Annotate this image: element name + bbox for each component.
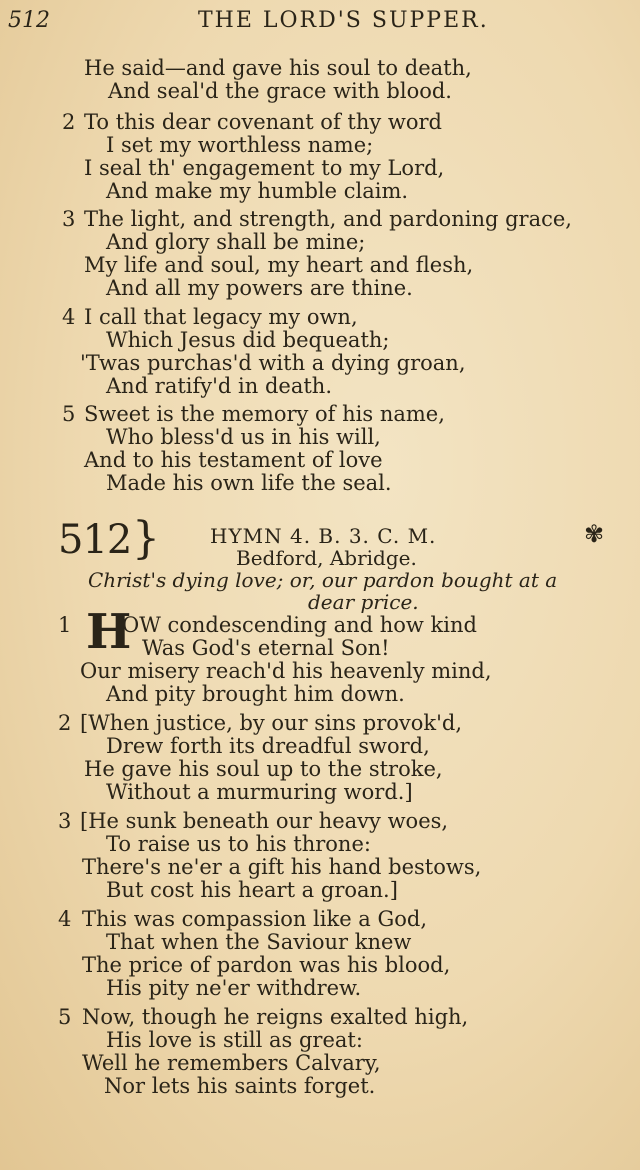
verse-number: 2 — [62, 110, 76, 134]
verse-line: His love is still as great: — [106, 1028, 363, 1052]
verse-line: And pity brought him down. — [106, 682, 405, 706]
verse-line: The price of pardon was his blood, — [82, 953, 451, 977]
hymn-subtitle: Christ's dying love; or, our pardon bought at a — [88, 568, 558, 592]
verse-line: I call that legacy my own, — [84, 305, 358, 329]
drop-cap: H — [86, 604, 132, 660]
verse-line: [He sunk beneath our heavy woes, — [80, 809, 449, 833]
verse-line: He gave his soul up to the stroke, — [84, 757, 443, 781]
verse-number: 3 — [62, 207, 76, 231]
verse-number: 5 — [58, 1005, 72, 1029]
hymn-subtitle: dear price. — [308, 590, 419, 614]
hymn-heading: HYMN 4. B. 3. C. M. — [210, 524, 437, 548]
verse-number: 2 — [58, 711, 72, 735]
verse-line: And make my humble claim. — [106, 179, 409, 203]
verse-line: And all my powers are thine. — [106, 276, 413, 300]
verse-line: [When justice, by our sins provok'd, — [80, 711, 463, 735]
verse-line: I seal th' engagement to my Lord, — [84, 156, 445, 180]
verse-line: To raise us to his throne: — [106, 832, 371, 856]
verse-line: His pity ne'er withdrew. — [106, 976, 362, 1000]
verse-line: Without a murmuring word.] — [106, 780, 413, 804]
verse-number: 5 — [62, 402, 76, 426]
verse-line: Was God's eternal Son! — [142, 636, 390, 660]
verse-line: But cost his heart a groan.] — [106, 878, 398, 902]
verse-line: Nor lets his saints forget. — [104, 1074, 376, 1098]
page-number: 512 — [8, 8, 50, 33]
verse-line: And to his testament of love — [84, 448, 383, 472]
verse-number: 3 — [58, 809, 72, 833]
verse-number: 4 — [58, 907, 72, 931]
verse-line: Made his own life the seal. — [106, 471, 392, 495]
verse-number: 1 — [58, 613, 72, 637]
verse-line: And ratify'd in death. — [106, 374, 332, 398]
verse-line: That when the Saviour knew — [106, 930, 412, 954]
verse-line: To this dear covenant of thy word — [84, 110, 443, 134]
verse-line: And glory shall be mine; — [106, 230, 366, 254]
verse-line: This was compassion like a God, — [82, 907, 428, 931]
verse-line: 'Twas purchas'd with a dying groan, — [80, 351, 466, 375]
verse-line: My life and soul, my heart and flesh, — [84, 253, 474, 277]
verse-line: There's ne'er a gift his hand bestows, — [82, 855, 482, 879]
verse-line: And seal'd the grace with blood. — [108, 79, 452, 103]
verse-line: I set my worthless name; — [106, 133, 374, 157]
ornament-icon: ✾ — [584, 520, 605, 548]
running-head — [0, 6, 640, 40]
verse-line: Well he remembers Calvary, — [82, 1051, 381, 1075]
verse-line: OW condescending and how kind — [122, 613, 477, 637]
brace-glyph: } — [132, 513, 160, 564]
verse-line: Who bless'd us in his will, — [106, 425, 381, 449]
verse-line: The light, and strength, and pardoning grace, — [84, 207, 572, 231]
tune-names: Bedford, Abridge. — [236, 546, 417, 570]
verse-line: Sweet is the memory of his name, — [84, 402, 445, 426]
verse-line: He said—and gave his soul to death, — [84, 56, 472, 80]
verse-line: Drew forth its dreadful sword, — [106, 734, 430, 758]
verse-line: Which Jesus did bequeath; — [106, 328, 390, 352]
verse-number: 4 — [62, 305, 76, 329]
verse-line: Now, though he reigns exalted high, — [82, 1005, 469, 1029]
hymn-number: 512 — [58, 517, 132, 563]
verse-line: Our misery reach'd his heavenly mind, — [80, 659, 492, 683]
running-title: THE LORD'S SUPPER. — [198, 8, 489, 33]
